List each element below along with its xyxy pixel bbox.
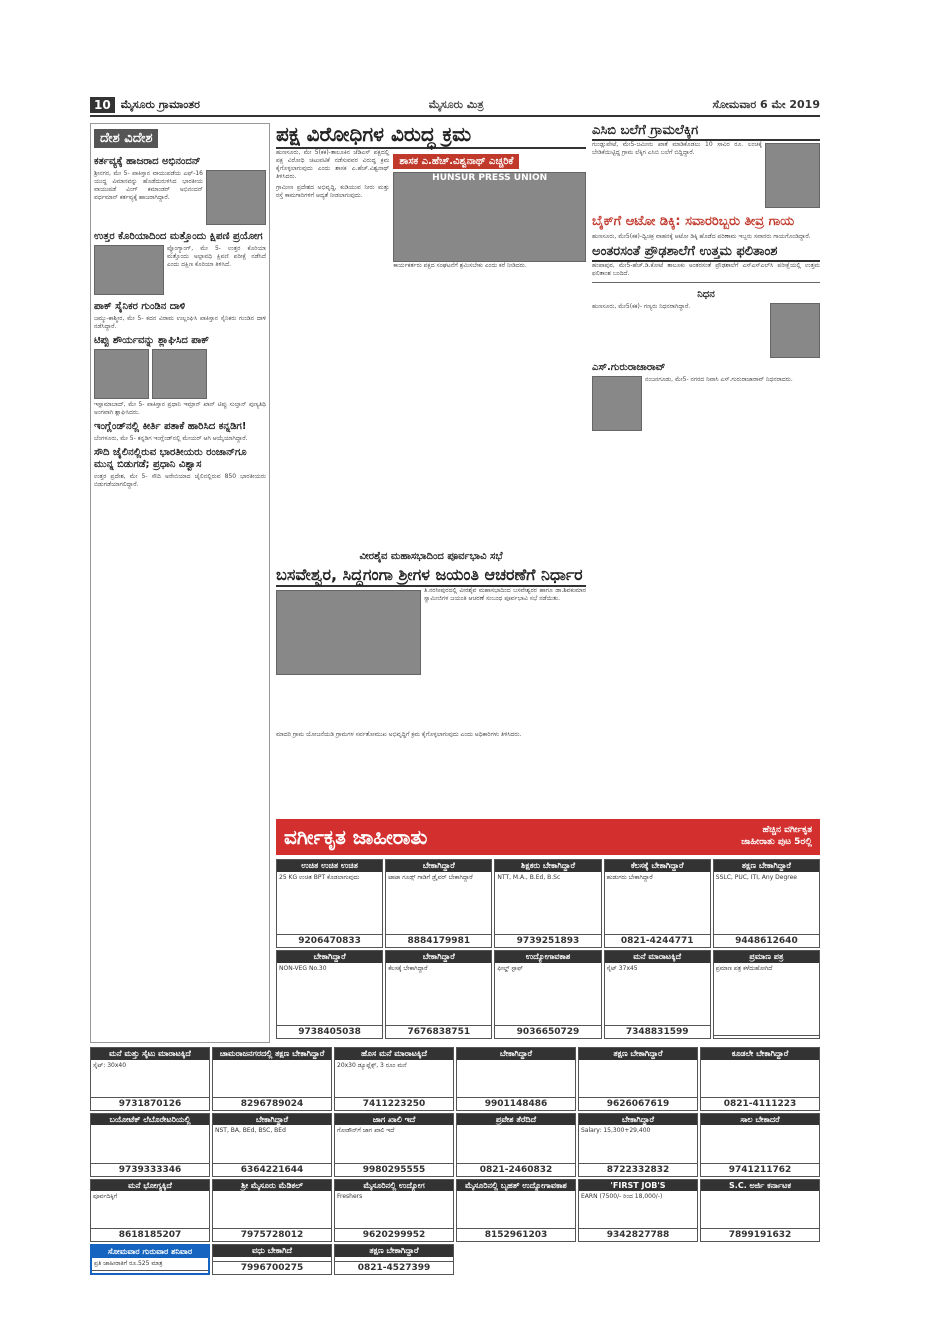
right-column [592,123,820,703]
story-body: ಹುಣಸೂರು, ಮೇ 5(ಕಕ)-ತಾಲೂಕಿನ ಜೆಡಿಎಸ್ ಪಕ್ಷದಲ್ಲಿ ಪಕ್ಷ ವಿರೋಧಿ ಚಟುವಟಿಕೆ ನಡೆಸುವವರ ವಿರುದ್ಧ ಕ್ರಮ ಕೈಗೊಳ್ಳಲಾಗುವುದು ಎಂದು ಶಾಸಕ ಎ.ಹೆಚ್.ವಿಶ್ವನಾಥ್ ತಿಳಿಸಿದರು. [276,149,390,180]
ad-heading: ಬೇಕಾಗಿದ್ದಾರೆ [386,951,491,963]
story-body: ಉತ್ತರ ಪ್ರದೇಶ, ಮೇ 5- ಸೌದಿ ಅರೇಬಿಯಾದ ಜೈಲಿನಲ್ಲಿರುವ 850 ಭಾರತೀಯರು ಬಿಡುಗಡೆಯಾಗಲಿದ್ದಾರೆ. [94,473,266,488]
ad-phone: 7996700275 [213,1261,331,1274]
classified-ad [578,1113,698,1177]
ad-phone: 9731870126 [91,1097,209,1110]
accused-photo [765,143,820,208]
ad-heading: ಶ್ರೀ ಮೈಸೂರು ಮೆಡಿಕಲ್ [213,1180,331,1192]
ad-phone: 8722332832 [579,1163,697,1176]
ad-body: NTT, M.A., B.Ed, B.Sc [497,873,561,881]
newspaper-page [90,95,820,1275]
story-body: ಶ್ರೀನಗರ, ಮೇ 5- ಪಾಕಿಸ್ತಾನ ವಾಯುಪಡೆಯ ಎಫ್-16 ಯುದ್ಧ ವಿಮಾನವನ್ನು ಹೊಡೆದುರುಳಿಸಿದ ಭಾರತೀಯ ವಾಯುಪಡೆ ವಿಂಗ್ ಕಮಾಂಡರ್ ಅಭಿನಂದನ್ ವರ್ಧಮಾನ್ ಕರ್ತವ್ಯಕ್ಕೆ ಹಾಜರಾಗಿದ್ದಾರೆ. [94,170,203,201]
ads-bottom-grid [90,1047,820,1275]
ad-phone: 9342827788 [579,1228,697,1241]
classified-ad [334,1179,454,1243]
lead-headline: ಪಕ್ಷ ವಿರೋಧಿಗಳ ವಿರುದ್ಧ ಕ್ರಮ [276,123,586,149]
story-heading: ಇಂಗ್ಲೆಂಡ್‌ನಲ್ಲಿ ಕೀರ್ತಿ ಪತಾಕೆ ಹಾರಿಸಿದ ಕನ್ನಡಿಗ! [94,421,247,432]
classified-ad [604,859,711,948]
ad-body [701,1125,819,1162]
classified-ad [713,859,820,948]
kicker: ವೀರಶೈವ ಮಹಾಸಭಾದಿಂದ ಪೂರ್ವಭಾವಿ ಸಭೆ [359,551,503,562]
ad-heading: ಪ್ರಮಾಣ ಪತ್ರ [714,951,819,963]
photo-banner: HUNSUR PRESS UNION [432,173,548,183]
page-header [90,95,820,117]
classified-ad [212,1047,332,1111]
ad-body [213,1191,331,1228]
ad-phone: 6364221644 [213,1163,331,1176]
classified-ad [456,1179,576,1243]
ad-phone [92,1270,208,1273]
ad-body: ಸೈಟ್ 37x45 [606,964,638,972]
continued-text [276,731,820,816]
ad-phone: 8296789024 [213,1097,331,1110]
ads-top-grid [276,859,820,1039]
section-tag: ದೇಶ ವಿದೇಶ [94,129,158,148]
ad-body [91,1125,209,1162]
ad-body: NON-VEG No.30 [279,964,327,972]
story-body: ಕಾರ್ಯಕರ್ತರು ಪಕ್ಷದ ಸಂಘಟನೆಗೆ ಶ್ರಮಿಸಬೇಕು ಎಂದು ಕರೆ ನೀಡಿದರು. [393,262,527,269]
ad-phone: 8884179981 [386,934,491,947]
ad-heading: ಬೇಕಾಗಿದ್ದಾರೆ [457,1048,575,1060]
ad-body: ಗೋಡೌನ್‌ಗೆ ಜಾಗ ಖಾಲಿ ಇದೆ [337,1127,395,1135]
classified-ad [276,950,383,1039]
school-headline: ಅಂತರಸಂತೆ ಪ್ರೌಢಶಾಲೆಗೆ ಉತ್ತಮ ಫಲಿತಾಂಶ [592,244,820,262]
classified-ad [212,1113,332,1177]
classified-ad [90,1244,210,1275]
obit-photo [592,376,642,431]
ad-heading: S.C. ಅರ್ಜಿ ಕರ್ನಾಟಕ [701,1180,819,1192]
ad-phone: 8152961203 [457,1228,575,1241]
ad-body: SSLC, PUC, ITI, Any Degree [715,873,797,881]
ad-phone: 9626067619 [579,1097,697,1110]
ad-phone: 7975728012 [213,1228,331,1241]
classified-ad [334,1113,454,1177]
classified-sub2: ಜಾಹೀರಾತು ಪುಟ 5ರಲ್ಲಿ [741,837,812,847]
ad-body: ಫೀಲ್ಡ್ ಸ್ಟಾಫ್ [497,964,523,972]
ad-body [457,1060,575,1097]
ad-heading: ಮನೆ ಮತ್ತು ಸೈಟು ಮಾರಾಟಕ್ಕಿದೆ [91,1048,209,1060]
classified-ad [385,950,492,1039]
classified-ad [604,950,711,1039]
classified-ad [212,1179,332,1243]
left-column [90,123,270,1043]
classified-ad [494,859,601,948]
ad-body: ಟಾಟಾ ಗೂಡ್ಸ್ ಗಾಡಿಗೆ ಡ್ರೈವರ್ ಬೇಕಾಗಿದ್ದಾರೆ [388,873,473,881]
missile-photo [94,245,164,295]
story-heading: ಉತ್ತರ ಕೊರಿಯಾದಿಂದ ಮತ್ತೊಂದು ಕ್ಷಿಪಣಿ ಪ್ರಯೋಗ [94,231,263,242]
ad-body: ಪ್ರತಿ ಜಾಹೀರಾತಿಗೆ ರೂ.525 ಮಾತ್ರ [94,1259,163,1267]
ad-heading: ಮೈಸೂರಿನಲ್ಲಿ ಬೃಹತ್ ಉದ್ಯೋಗಾವಕಾಶ [457,1180,575,1192]
ad-heading: ಚಾಮರಾಜನಗರದಲ್ಲಿ ತಕ್ಷಣ ಬೇಕಾಗಿದ್ದಾರೆ [213,1048,331,1060]
obit-photo [770,303,820,358]
ad-heading: ಬೇಕಾಗಿದ್ದಾರೆ [579,1114,697,1126]
classified-ad [90,1179,210,1243]
classified-ad [276,859,383,948]
ad-body [457,1125,575,1162]
ad-phone: 9448612640 [714,934,819,947]
meeting-photo [276,590,421,675]
ad-heading: ಜಾಗ ಖಾಲಿ ಇದೆ [335,1114,453,1126]
ad-heading: ಬೇಕಾಗಿದ್ದಾರೆ [386,860,491,872]
ad-heading: ಹೊಸ ಮನೆ ಮಾರಾಟಕ್ಕಿದೆ [335,1048,453,1060]
ad-heading: ಉಚಿತ ಉಚಿತ ಉಚಿತ [277,860,382,872]
story-body: ಜಮ್ಮು-ಕಾಶ್ಮೀರ, ಮೇ 5- ಕದನ ವಿರಾಮ ಉಲ್ಲಂಘಿಸಿ ಪಾಕಿಸ್ತಾನ ಸೈನಿಕರು ಗುಂಡಿನ ದಾಳಿ ನಡೆಸಿದ್ದಾರೆ. [94,315,266,330]
ad-heading: ಬೇಕಾಗಿದ್ದಾರೆ [277,951,382,963]
tipu-photo [152,349,207,399]
ad-phone: 0821-4111223 [701,1097,819,1110]
section-title: ಮೈಸೂರು ಗ್ರಾಮಾಂತರ [120,98,200,111]
ad-heading: ತಕ್ಷಣ ಬೇಕಾಗಿದ್ದಾರೆ [335,1245,453,1257]
story-body: ಇಸ್ಲಾಮಾಬಾದ್, ಮೇ 5- ಪಾಕಿಸ್ತಾನ ಪ್ರಧಾನಿ ಇಮ್ರಾನ್ ಖಾನ್ ಟಿಪ್ಪು ಸುಲ್ತಾನ್ ಪುಣ್ಯತಿಥಿ ಅಂಗವಾಗಿ ಶ್ಲಾಘಿಸಿದರು. [94,401,266,416]
lead-story [276,123,586,543]
ad-phone: 0821-2460832 [457,1163,575,1176]
ad-phone: 9620299952 [335,1228,453,1241]
story-body: ಪ್ಯೊಂಗ್ಯಾಂಗ್, ಮೇ 5- ಉತ್ತರ ಕೊರಿಯಾ ಮತ್ತೊಂದು ಅಲ್ಪಾವಧಿ ಕ್ಷಿಪಣಿ ಪರೀಕ್ಷೆ ನಡೆಸಿದೆ ಎಂದು ದಕ್ಷಿಣ ಕೊರಿಯಾ ತಿಳಿಸಿದೆ. [167,245,266,268]
classified-ad [700,1179,820,1243]
ad-phone [714,1035,819,1038]
obit-body: ಹುಣಸೂರು, ಮೇ5(ಕಕ)- ಗಣ್ಯರು ನಿಧನರಾಗಿದ್ದಾರೆ. [592,302,691,310]
story-body: ಹಂಪಾಪುರ, ಮೇ5-ಹೆಚ್.ಡಿ.ಕೋಟೆ ತಾಲೂಕು ಅಂತರಸಂತೆ ಪ್ರೌಢಶಾಲೆಗೆ ಎಸ್ಎಸ್ಎಲ್‌ಸಿ ಪರೀಕ್ಷೆಯಲ್ಲಿ ಉತ್ತಮ ಫಲಿತಾಂಶ ಬಂದಿದೆ. [592,261,820,277]
obit-name: ಎಸ್.ಗುರುರಾಜಾರಾವ್ [592,361,666,373]
story-heading: ಕರ್ತವ್ಯಕ್ಕೆ ಹಾಜರಾದ ಅಭಿನಂದನ್ [94,156,201,167]
sub-headline: ಶಾಸಕ ಎ.ಹೆಚ್.ವಿಶ್ವನಾಥ್ ಎಚ್ಚರಿಕೆ [393,154,519,169]
story-heading: ಪಾಕ್ ಸೈನಿಕರ ಗುಂಡಿನ ದಾಳಿ [94,301,186,312]
date: ಸೋಮವಾರ 6 ಮೇ 2019 [712,98,820,111]
story-headline: ಬಸವೇಶ್ವರ, ಸಿದ್ದಗಂಗಾ ಶ್ರೀಗಳ ಜಯಂತಿ ಆಚರಣೆಗೆ ನಿರ್ಧಾರ [276,565,586,587]
ad-heading: ಮೈಸೂರಿನಲ್ಲಿ ಉದ್ಯೋಗ [335,1180,453,1192]
classified-ad [578,1179,698,1243]
press-meet-photo [393,172,586,262]
ad-body: 25 KG ಉಚಿತ BPT ಕೊಡಲಾಗುವುದು [279,873,360,881]
ad-heading: ಕೂಡಲೇ ಬೇಕಾಗಿದ್ದಾರೆ [701,1048,819,1060]
ad-heading: ಬೇಕಾಗಿದ್ದಾರೆ [213,1114,331,1126]
ad-body: ಪೂರ್ವದಿಕ್ಕಿಗೆ [93,1193,118,1201]
masthead: ಮೈಸೂರು ಮಿತ್ರ [428,98,484,111]
ad-phone: 8618185207 [91,1228,209,1241]
ad-body: ಕೆಲಸಕ್ಕೆ ಬೇಕಾಗಿದ್ದಾರೆ [388,964,428,972]
acb-headline: ಎಸಿಬಿ ಬಲೆಗೆ ಗ್ರಾಮಲೆಕ್ಕಿಗ [592,123,820,141]
ad-heading: ಸೋಮವಾರ ಗುರುವಾರ ಶನಿವಾರ [92,1246,208,1258]
story-heading: ಟಿಪ್ಪು ಶೌರ್ಯವನ್ನು ಶ್ಲಾಘಿಸಿದ ಪಾಕ್ [94,335,209,346]
imran-photo [94,349,149,399]
classified-ad [700,1047,820,1111]
ad-body: NST, BA, BEd, BSC, BEd [215,1127,286,1135]
ad-heading: 'FIRST JOB'S [579,1180,697,1192]
story-body: ಬೆಂಗಳೂರು, ಮೇ 5- ಕನ್ನಡಿಗ ಇಂಗ್ಲೆಂಡ್‌ನಲ್ಲಿ ಮೇಯರ್ ಆಗಿ ಆಯ್ಕೆಯಾಗಿದ್ದಾರೆ. [94,435,248,442]
classified-ad [494,950,601,1039]
classified-ad [456,1047,576,1111]
ad-phone: 0821-4527399 [335,1261,453,1274]
ad-heading: ಮನೆ ಭೋಗ್ಯಕ್ಕಿದೆ [91,1180,209,1192]
ad-body: Salary: 15,300+29,400 [581,1127,651,1135]
ad-heading: ತಕ್ಷಣ ಬೇಕಾಗಿದ್ದಾರೆ [579,1048,697,1060]
ad-body: ಹುಡುಗರು ಬೇಕಾಗಿದ್ದಾರೆ [606,873,653,881]
story-body: ಗ್ರಾಮೀಣ ಪ್ರದೇಶದ ಅಭಿವೃದ್ಧಿ, ಕುಡಿಯುವ ನೀರು ಮತ್ತು ರಸ್ತೆ ಕಾಮಗಾರಿಗಳಿಗೆ ಆದ್ಯತೆ ನೀಡಲಾಗುವುದು. [276,184,390,199]
ad-body: 20x30 ಡ್ಯೂಪ್ಲೆಕ್ಸ್, 3 ರೂಂ ಮನೆ [337,1061,407,1069]
classified-ad [334,1244,454,1275]
ad-heading: ವಧು ಬೇಕಾಗಿದೆ [213,1245,331,1257]
ad-phone: 9206470833 [277,934,382,947]
classified-ad [578,1047,698,1111]
classified-ad [700,1113,820,1177]
ad-body [213,1060,331,1097]
jayanti-story [276,547,586,727]
ad-heading: ಸಾಲ ಬೇಕಾದರೆ [701,1114,819,1126]
classified-ad [385,859,492,948]
ad-heading: ಶಿಕ್ಷಕರು ಬೇಕಾಗಿದ್ದಾರೆ [495,860,600,872]
ad-phone: 9980295555 [335,1163,453,1176]
ad-phone: 9739251893 [495,934,600,947]
obit-body: ನಂಜನಗೂಡು, ಮೇ5- ನಗರದ ನಿವಾಸಿ ಎಸ್.ಗುರುರಾಜಾರಾವ್ ನಿಧನರಾದರು. [645,375,793,383]
classified-ad [212,1244,332,1275]
obit-heading: ನಿಧನ [697,288,715,300]
classified-ad [334,1047,454,1111]
classified-ad [456,1113,576,1177]
ad-phone: 7348831599 [605,1025,710,1038]
story-body: ಹುಣಸೂರು, ಮೇ5(ಕಕ)-ದ್ವಿಚಕ್ರ ವಾಹನಕ್ಕೆ ಆಟೋ ಡಿಕ್ಕಿ ಹೊಡೆದ ಪರಿಣಾಮ ಇಬ್ಬರು ಸವಾರರು ಗಾಯಗೊಂಡಿದ್ದಾರೆ. [592,233,811,241]
classified-title: ವರ್ಗೀಕೃತ ಜಾಹೀರಾತು [284,825,428,849]
photo-caption: ತಿ.ನರಸೀಪುರದಲ್ಲಿ ವೀರಶೈವ ಮಹಾಸಭಾದಿಂದ ಬಸವೇಶ್ವರರ ಹಾಗೂ ಡಾ.ಶಿವಕುಮಾರ ಸ್ವಾಮೀಜಿಗಳ ಜಯಂತಿ ಆಚರಣೆ ಸಂಬಂಧ ಪೂರ್ವಭಾವಿ ಸಭೆ ನಡೆಯಿತು. [424,587,586,602]
classified-banner [276,819,820,855]
ad-phone: 0821-4244771 [605,934,710,947]
accident-headline: ಬೈಕ್‌ಗೆ ಆಟೋ ಡಿಕ್ಕಿ: ಸವಾರರಿಬ್ಬರು ತೀವ್ರ ಗಾಯ [592,213,795,229]
ad-heading: ತಕ್ಷಣ ಬೇಕಾಗಿದ್ದಾರೆ [714,860,819,872]
ad-phone: 9738405038 [277,1025,382,1038]
ad-phone: 7899191632 [701,1228,819,1241]
ad-body [579,1060,697,1097]
ad-heading: ಪ್ರವೇಶ ತೆರೆದಿದೆ [457,1114,575,1126]
story-body: ಮಾದರಿ ಗ್ರಾಮ ಯೋಜನೆಯಡಿ ಗ್ರಾಮಗಳ ಸರ್ವತೋಮುಖ ಅಭಿವೃದ್ಧಿಗೆ ಕ್ರಮ ಕೈಗೊಳ್ಳಲಾಗುವುದು ಎಂದು ಅಧಿಕಾರಿಗಳು ತಿಳಿಸಿದರು. [276,731,522,738]
ad-phone: 9036650729 [495,1025,600,1038]
classified-ad [90,1047,210,1111]
ad-heading: ಬಯೋಟೆಕ್ ಲೆಬೊರೇಟರಿಯಲ್ಲಿ [91,1114,209,1126]
classified-ad [90,1113,210,1177]
abhinandan-photo [206,170,266,225]
ad-body: EARN (7500/- ರಿಂದ 18,000/-) [581,1193,663,1201]
classified-sub1: ಹೆಚ್ಚಿನ ವರ್ಗೀಕೃತ [762,825,812,836]
ad-phone: 9739333346 [91,1163,209,1176]
ad-body: Freshers [337,1193,363,1201]
ad-phone: 9901148486 [457,1097,575,1110]
ad-body [701,1191,819,1228]
ad-heading: ಕೆಲಸಕ್ಕೆ ಬೇಕಾಗಿದ್ದಾರೆ [605,860,710,872]
ad-phone: 9741211762 [701,1163,819,1176]
ad-phone: 7676838751 [386,1025,491,1038]
ad-phone: 7411223250 [335,1097,453,1110]
ad-body: ಸೈಟ್: 30x40 [93,1061,127,1069]
story-heading: ಸೌದಿ ಜೈಲಿನಲ್ಲಿರುವ ಭಾರತೀಯರು ರಂಜಾನ್‌ಗೂ ಮುನ್ನ ಬಿಡುಗಡೆ; ಪ್ರಧಾನಿ ವಿಶ್ವಾಸ [94,447,247,470]
ad-body [457,1191,575,1228]
ad-body: ಪ್ರಮಾಣ ಪತ್ರ ಕಳೆದುಹೋಗಿದೆ [715,964,773,972]
classified-ad [713,950,820,1039]
ad-body [701,1060,819,1097]
ad-heading: ಉದ್ಯೋಗಾವಕಾಶ [495,951,600,963]
ad-heading: ಮನೆ ಮಾರಾಟಕ್ಕಿದೆ [605,951,710,963]
story-body: ಗುಂಡ್ಲುಪೇಟೆ, ಮೇ5-ಜಮೀನು ಖಾತೆ ಮಾಡಿಕೊಡಲು 10 ಸಾವಿರ ರೂ. ಲಂಚಕ್ಕೆ ಬೇಡಿಕೆಯಿಟ್ಟಿದ್ದ ಗ್ರಾಮ ಲೆಕ್ಕಿಗ ಎಸಿಬಿ ಬಲೆಗೆ ಬಿದ್ದಿದ್ದಾರೆ. [592,140,762,156]
page-number: 10 [90,97,115,113]
obituary [592,282,820,384]
